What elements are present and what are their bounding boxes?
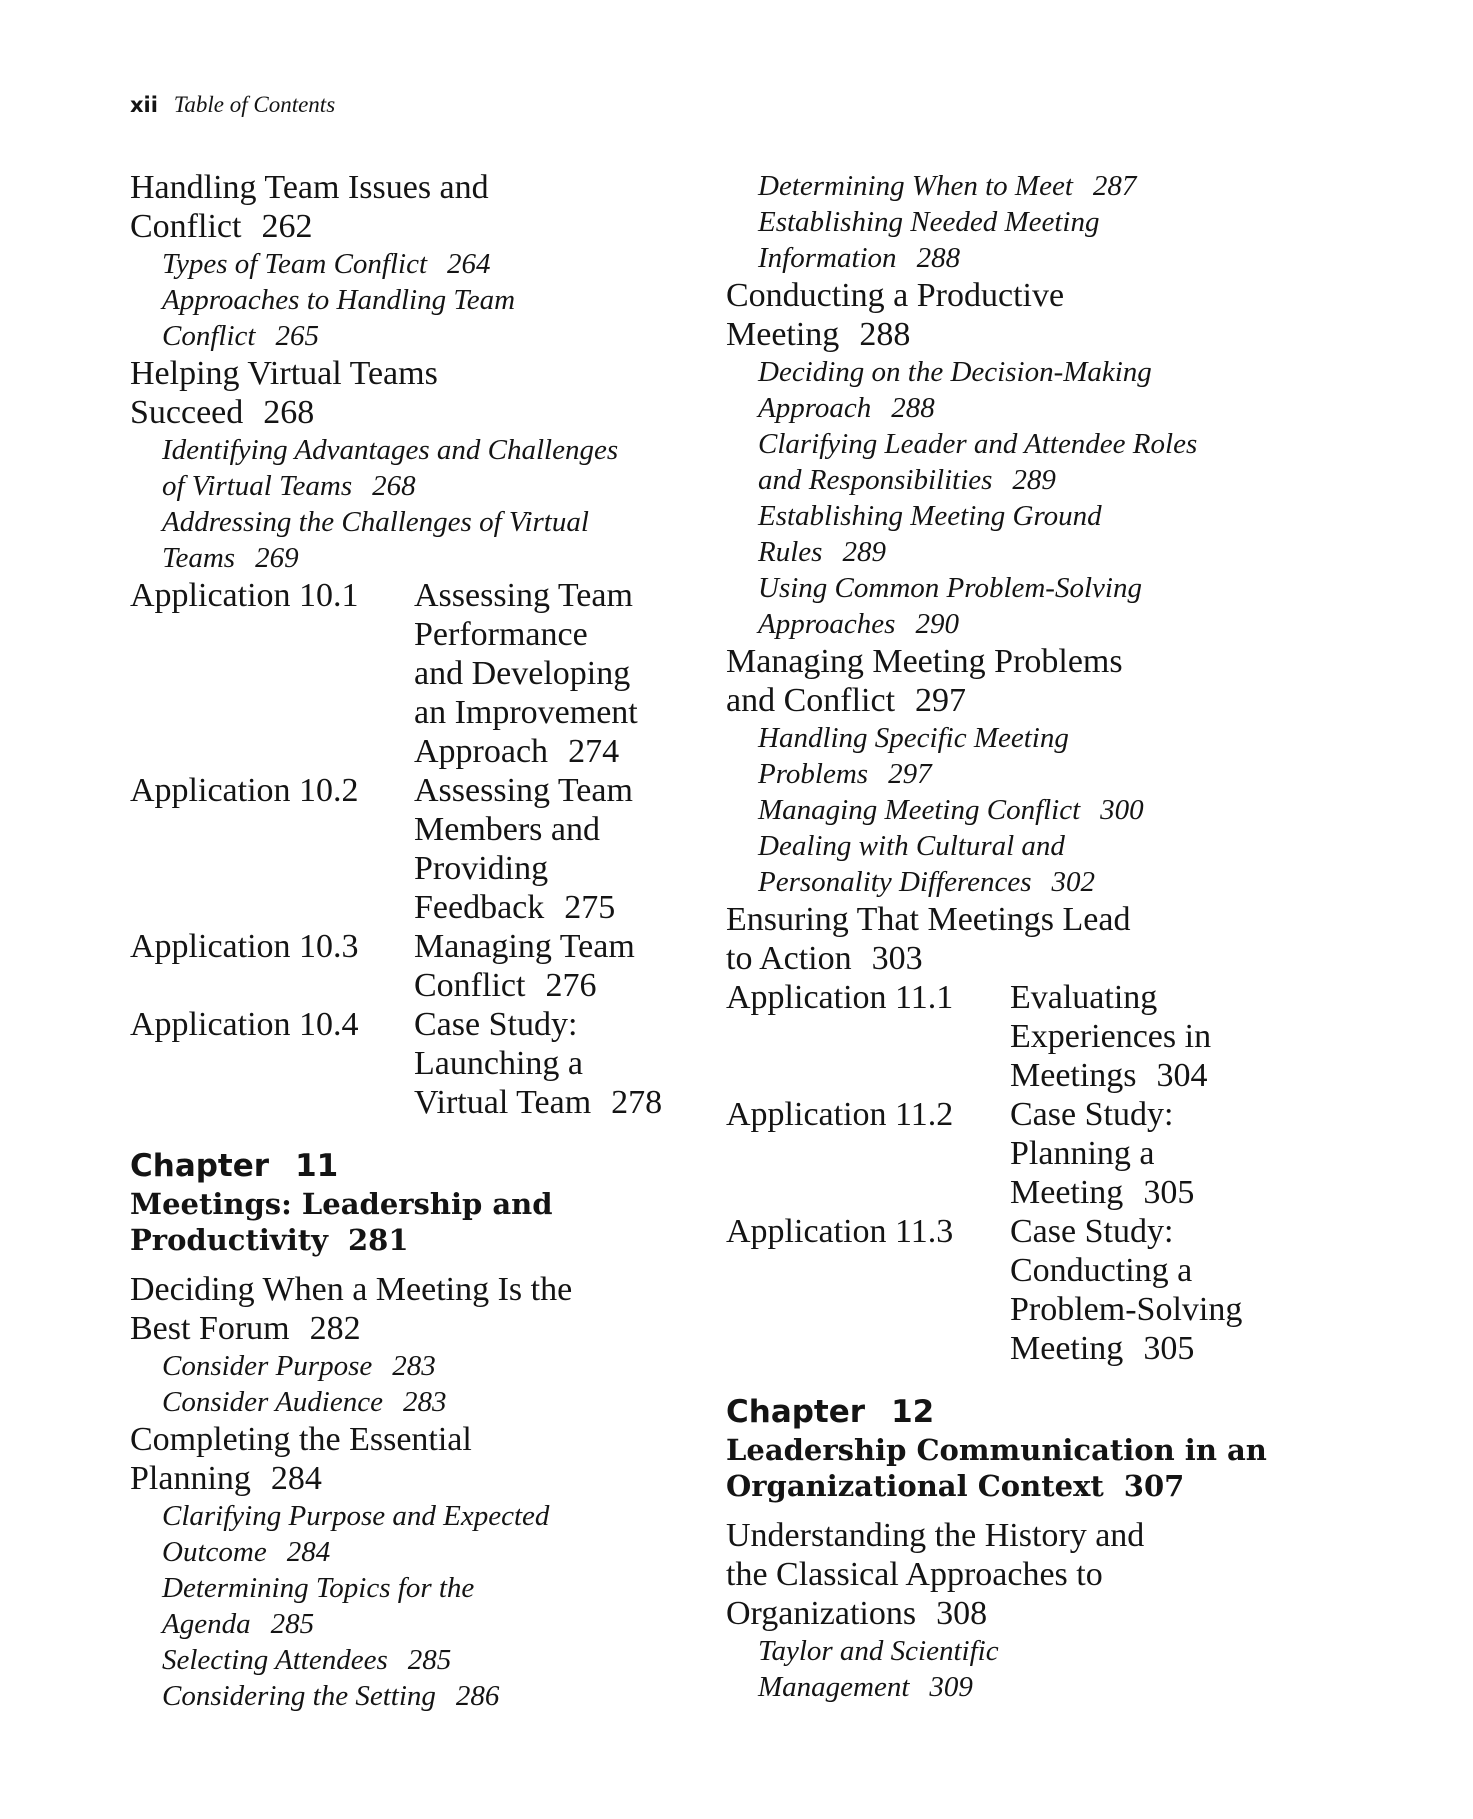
- toc-subsection: [726, 1633, 1286, 1705]
- entry-text: Handling Team Issues and: [130, 169, 489, 206]
- entry-text: Approaches to Handling Team: [162, 284, 516, 316]
- entry-line: [414, 615, 710, 654]
- entry-line: [758, 828, 1286, 864]
- application-label: Application 11.3: [726, 1213, 954, 1250]
- entry-page: 300: [1100, 794, 1144, 826]
- entry-line: [726, 1555, 1286, 1594]
- entry-line: [726, 1516, 1286, 1555]
- toc-subsection: [726, 204, 1286, 276]
- entry-line: [758, 426, 1286, 462]
- entry-text: Determining Topics for the: [162, 1572, 475, 1604]
- entry-page: 262: [261, 208, 313, 245]
- toc-section: [130, 168, 710, 246]
- chapter-number: 11: [295, 1148, 339, 1184]
- entry-page: 274: [568, 733, 620, 770]
- entry-line: [414, 1005, 710, 1044]
- entry-text: Assessing Team: [414, 772, 633, 809]
- entry-line: [162, 1498, 710, 1534]
- entry-page: 269: [255, 542, 299, 574]
- entry-line: [162, 1348, 710, 1384]
- entry-text: and Responsibilities: [758, 464, 993, 496]
- chapter-page: 307: [1123, 1469, 1185, 1503]
- entry-text: Performance: [414, 616, 588, 653]
- entry-text: Deciding on the Decision-Making: [758, 356, 1152, 388]
- entry-text: Teams: [162, 542, 236, 574]
- entry-text: Conducting a Productive: [726, 277, 1065, 314]
- right-column: [726, 168, 1286, 1705]
- entry-text: Consider Purpose: [162, 1350, 373, 1382]
- entry-page: 308: [936, 1595, 988, 1632]
- entry-text: Outcome: [162, 1536, 267, 1568]
- entry-line: [1010, 1056, 1286, 1095]
- entry-text: Meeting: [1010, 1330, 1124, 1367]
- entry-line: [414, 888, 710, 927]
- entry-text: of Virtual Teams: [162, 470, 353, 502]
- application-title: [414, 1005, 710, 1122]
- entry-line: [726, 900, 1286, 939]
- page-number: xii: [130, 93, 158, 117]
- entry-line: [162, 468, 710, 504]
- application-entry: [130, 576, 710, 771]
- entry-line: [130, 1309, 710, 1348]
- entry-text: Using Common Problem-Solving: [758, 572, 1142, 604]
- application-label: Application 11.2: [726, 1096, 954, 1133]
- entry-page: 289: [842, 536, 886, 568]
- entry-page: 268: [263, 394, 315, 431]
- entry-page: 283: [392, 1350, 436, 1382]
- entry-line: [162, 1534, 710, 1570]
- toc-subsection: [130, 282, 710, 354]
- entry-line: [1010, 1173, 1286, 1212]
- entry-line: [758, 570, 1286, 606]
- entry-text: Assessing Team: [414, 577, 633, 614]
- toc-list: [726, 1516, 1286, 1705]
- entry-line: [414, 771, 710, 810]
- entry-line: [758, 390, 1286, 426]
- toc-subsection: [130, 1384, 710, 1420]
- entry-line: [1010, 1212, 1286, 1251]
- toc-subsection: [726, 792, 1286, 828]
- entry-text: Dealing with Cultural and: [758, 830, 1065, 862]
- entry-page: 285: [270, 1608, 315, 1640]
- entry-text: Case Study:: [1010, 1096, 1174, 1133]
- entry-line: [758, 204, 1286, 240]
- entry-line: [414, 1044, 710, 1083]
- entry-text: Rules: [758, 536, 823, 568]
- entry-text: Conflict: [414, 967, 526, 1004]
- entry-page: 288: [916, 242, 961, 274]
- entry-page: 302: [1051, 866, 1096, 898]
- chapter-title: Leadership Communication in an: [726, 1433, 1267, 1467]
- entry-line: [758, 1669, 1286, 1705]
- entry-text: Virtual Team: [414, 1084, 592, 1121]
- entry-text: Selecting Attendees: [162, 1644, 388, 1676]
- application-label: Application 10.4: [130, 1006, 359, 1043]
- entry-line: [162, 282, 710, 318]
- entry-text: Helping Virtual Teams: [130, 355, 438, 392]
- entry-text: Handling Specific Meeting: [758, 722, 1069, 754]
- entry-page: 288: [859, 316, 911, 353]
- entry-line: [414, 654, 710, 693]
- entry-page: 282: [309, 1310, 361, 1347]
- entry-page: 265: [275, 320, 319, 352]
- entry-line: [162, 432, 710, 468]
- entry-line: [162, 540, 710, 576]
- application-label: Application 10.3: [130, 928, 359, 965]
- application-entry: [726, 978, 1286, 1095]
- application-entry: [130, 1005, 710, 1122]
- entry-text: Management: [758, 1671, 910, 1703]
- entry-text: Taylor and Scientific: [758, 1635, 999, 1667]
- entry-line: [1010, 1017, 1286, 1056]
- toc-subsection: [726, 570, 1286, 642]
- entry-line: [758, 354, 1286, 390]
- entry-line: [758, 606, 1286, 642]
- entry-text: Conflict: [130, 208, 242, 245]
- entry-page: 284: [270, 1460, 322, 1497]
- toc-subsection: [726, 168, 1286, 204]
- entry-line: [414, 927, 710, 966]
- application-entry: [726, 1095, 1286, 1212]
- application-list: [726, 978, 1286, 1368]
- entry-text: Types of Team Conflict: [162, 248, 428, 280]
- entry-text: Meeting: [1010, 1174, 1124, 1211]
- entry-text: Conducting a: [1010, 1252, 1193, 1289]
- entry-line: [162, 1606, 710, 1642]
- entry-text: Problems: [758, 758, 869, 790]
- chapter-number: 12: [891, 1394, 935, 1430]
- toc-section: [130, 1420, 710, 1498]
- entry-line: [1010, 1251, 1286, 1290]
- entry-line: [726, 939, 1286, 978]
- entry-text: Identifying Advantages and Challenges: [162, 434, 619, 466]
- toc-subsection: [726, 828, 1286, 900]
- entry-text: Succeed: [130, 394, 244, 431]
- chapter-label: Chapter 11: [130, 1148, 339, 1184]
- entry-line: [130, 393, 710, 432]
- toc-list: [726, 168, 1286, 978]
- entry-page: 276: [545, 967, 597, 1004]
- chapter-heading: [130, 1146, 710, 1258]
- entry-line: [726, 642, 1286, 681]
- toc-list: [130, 168, 710, 576]
- entry-page: 287: [1092, 170, 1137, 202]
- chapter-page: 281: [347, 1223, 409, 1257]
- entry-line: [1010, 1290, 1286, 1329]
- entry-line: [130, 168, 710, 207]
- application-label: Application 11.1: [726, 979, 954, 1016]
- toc-subsection: [130, 246, 710, 282]
- entry-line: [758, 720, 1286, 756]
- entry-line: [162, 1570, 710, 1606]
- entry-text: Case Study:: [1010, 1213, 1174, 1250]
- application-entry: [726, 1212, 1286, 1368]
- entry-text: Meetings: [1010, 1057, 1137, 1094]
- entry-line: [758, 498, 1286, 534]
- entry-text: Ensuring That Meetings Lead: [726, 901, 1131, 938]
- entry-page: 288: [891, 392, 935, 424]
- toc-section: [726, 276, 1286, 354]
- entry-line: [1010, 1095, 1286, 1134]
- application-title: [414, 927, 710, 1005]
- application-label: Application 10.1: [130, 577, 359, 614]
- entry-line: [162, 504, 710, 540]
- entry-text: Problem-Solving: [1010, 1291, 1243, 1328]
- entry-text: Establishing Meeting Ground: [758, 500, 1102, 532]
- toc-section: [130, 354, 710, 432]
- entry-text: Approach: [758, 392, 872, 424]
- application-title: [1010, 978, 1286, 1095]
- entry-line: [758, 240, 1286, 276]
- entry-line: [414, 849, 710, 888]
- entry-text: and Conflict: [726, 682, 896, 719]
- application-title: [1010, 1212, 1286, 1368]
- chapter-title: Organizational Context 307: [726, 1469, 1185, 1503]
- entry-page: 268: [372, 470, 416, 502]
- toc-subsection: [726, 498, 1286, 570]
- running-title: Table of Contents: [173, 92, 336, 117]
- entry-line: [758, 1633, 1286, 1669]
- toc-section: [726, 1516, 1286, 1633]
- entry-line: [414, 732, 710, 771]
- entry-line: [758, 462, 1286, 498]
- toc-subsection: [130, 1678, 710, 1714]
- entry-text: to Action: [726, 940, 852, 977]
- entry-text: an Improvement: [414, 694, 638, 731]
- chapter-heading: [726, 1392, 1286, 1504]
- entry-text: Conflict: [162, 320, 256, 352]
- toc-subsection: [726, 354, 1286, 426]
- entry-page: 297: [888, 758, 932, 790]
- entry-line: [130, 1459, 710, 1498]
- entry-text: Deciding When a Meeting Is the: [130, 1271, 573, 1308]
- toc-subsection: [726, 426, 1286, 498]
- toc-section: [726, 642, 1286, 720]
- entry-line: [758, 756, 1286, 792]
- toc-section: [726, 900, 1286, 978]
- entry-line: [414, 1083, 710, 1122]
- chapter-title: Meetings: Leadership and: [130, 1187, 553, 1221]
- application-list: [130, 576, 710, 1122]
- entry-text: Members and: [414, 811, 601, 848]
- entry-text: Providing: [414, 850, 549, 887]
- entry-text: Best Forum: [130, 1310, 290, 1347]
- entry-text: Personality Differences: [758, 866, 1032, 898]
- entry-text: Understanding the History and: [726, 1517, 1145, 1554]
- toc-subsection: [130, 1642, 710, 1678]
- entry-text: Agenda: [162, 1608, 251, 1640]
- entry-text: Launching a: [414, 1045, 583, 1082]
- entry-text: Completing the Essential: [130, 1421, 472, 1458]
- entry-line: [162, 246, 710, 282]
- entry-page: 278: [611, 1084, 663, 1121]
- entry-line: [758, 534, 1286, 570]
- entry-page: 284: [286, 1536, 331, 1568]
- entry-page: 285: [407, 1644, 452, 1676]
- entry-page: 283: [402, 1386, 447, 1418]
- entry-line: [414, 693, 710, 732]
- entry-text: the Classical Approaches to: [726, 1556, 1103, 1593]
- entry-line: [162, 318, 710, 354]
- application-entry: [130, 771, 710, 927]
- entry-page: 264: [447, 248, 491, 280]
- entry-text: Organizations: [726, 1595, 917, 1632]
- entry-line: [414, 810, 710, 849]
- chapter-label: Chapter 12: [726, 1394, 935, 1430]
- entry-text: Information: [758, 242, 897, 274]
- entry-text: Feedback: [414, 889, 545, 926]
- entry-line: [1010, 978, 1286, 1017]
- entry-text: and Developing: [414, 655, 631, 692]
- toc-subsection: [130, 1348, 710, 1384]
- entry-text: Addressing the Challenges of Virtual: [162, 506, 589, 538]
- entry-page: 290: [915, 608, 959, 640]
- entry-text: Clarifying Purpose and Expected: [162, 1500, 550, 1532]
- toc-list: [130, 1270, 710, 1714]
- entry-page: 309: [929, 1671, 973, 1703]
- entry-line: [726, 315, 1286, 354]
- entry-text: Managing Meeting Conflict: [758, 794, 1081, 826]
- entry-line: [1010, 1134, 1286, 1173]
- chapter-title: Productivity 281: [130, 1223, 409, 1257]
- application-entry: [130, 927, 710, 1005]
- running-header: [130, 92, 335, 118]
- entry-line: [758, 792, 1286, 828]
- entry-text: Determining When to Meet: [758, 170, 1073, 202]
- entry-text: Establishing Needed Meeting: [758, 206, 1100, 238]
- toc-subsection: [726, 720, 1286, 792]
- entry-text: Evaluating: [1010, 979, 1158, 1016]
- entry-line: [130, 1270, 710, 1309]
- entry-text: Approach: [414, 733, 549, 770]
- entry-line: [726, 681, 1286, 720]
- toc-subsection: [130, 1570, 710, 1642]
- application-title: [1010, 1095, 1286, 1212]
- entry-line: [414, 576, 710, 615]
- entry-line: [758, 168, 1286, 204]
- entry-text: Considering the Setting: [162, 1680, 436, 1712]
- entry-text: Meeting: [726, 316, 840, 353]
- entry-line: [1010, 1329, 1286, 1368]
- entry-page: 275: [564, 889, 616, 926]
- toc-subsection: [130, 432, 710, 504]
- entry-text: Clarifying Leader and Attendee Roles: [758, 428, 1198, 460]
- entry-page: 305: [1143, 1330, 1195, 1367]
- entry-text: Planning a: [1010, 1135, 1155, 1172]
- entry-line: [726, 276, 1286, 315]
- entry-line: [130, 1420, 710, 1459]
- left-column: [130, 168, 710, 1714]
- entry-line: [758, 864, 1286, 900]
- entry-line: [130, 207, 710, 246]
- entry-line: [162, 1678, 710, 1714]
- entry-page: 305: [1143, 1174, 1195, 1211]
- entry-text: Managing Team: [414, 928, 635, 965]
- entry-page: 289: [1012, 464, 1056, 496]
- entry-line: [162, 1384, 710, 1420]
- entry-text: Planning: [130, 1460, 251, 1497]
- entry-text: Case Study:: [414, 1006, 578, 1043]
- entry-text: Approaches: [758, 608, 896, 640]
- entry-text: Experiences in: [1010, 1018, 1212, 1055]
- application-title: [414, 576, 710, 771]
- entry-page: 303: [871, 940, 923, 977]
- entry-text: Consider Audience: [162, 1386, 383, 1418]
- entry-line: [726, 1594, 1286, 1633]
- toc-subsection: [130, 504, 710, 576]
- toc-section: [130, 1270, 710, 1348]
- entry-line: [130, 354, 710, 393]
- entry-text: Managing Meeting Problems: [726, 643, 1123, 680]
- application-title: [414, 771, 710, 927]
- entry-line: [162, 1642, 710, 1678]
- application-label: Application 10.2: [130, 772, 359, 809]
- entry-page: 304: [1156, 1057, 1208, 1094]
- entry-page: 286: [455, 1680, 500, 1712]
- entry-line: [414, 966, 710, 1005]
- toc-subsection: [130, 1498, 710, 1570]
- entry-page: 297: [915, 682, 967, 719]
